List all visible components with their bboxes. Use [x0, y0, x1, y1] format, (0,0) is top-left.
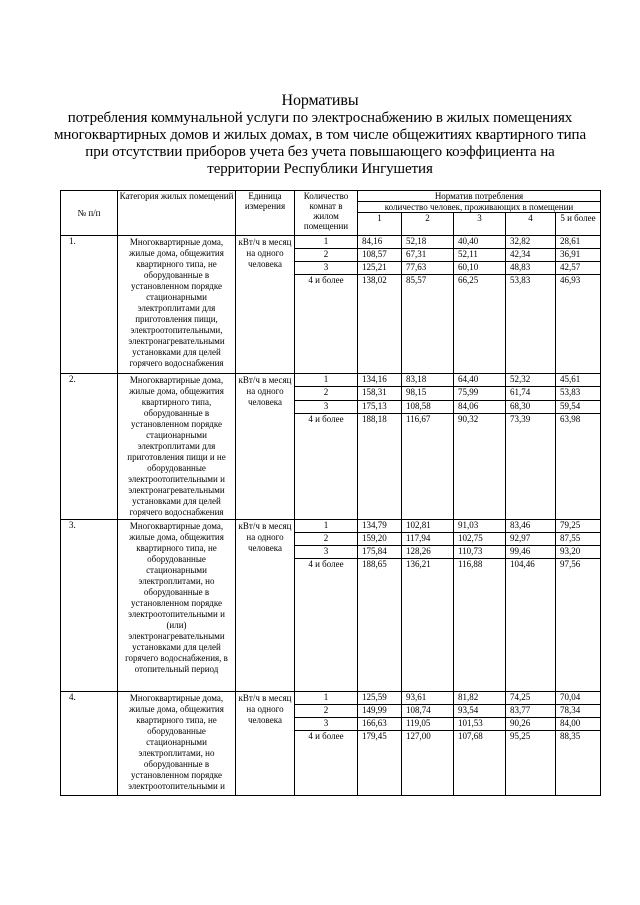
norm-value: 64,40 [454, 374, 506, 387]
norm-value: 66,25 [454, 275, 506, 374]
header-col-3: 3 [454, 213, 506, 236]
norm-value: 83,77 [506, 705, 556, 718]
section-unit: кВт/ч в месяц на одного человека [236, 236, 295, 374]
norm-value: 175,84 [358, 546, 402, 559]
section-category: Многоквартирные дома, жилые дома, общежития квартирного типа, не оборудованные стационарными электроплитами, но оборудованные в установленном порядке электроотопительными и (или) электронагревательными установками для целей горячего водоснабжения, в отопительный период [118, 520, 236, 692]
section-number: 1. [61, 236, 118, 374]
norm-value: 46,93 [556, 275, 601, 374]
norm-value: 110,73 [454, 546, 506, 559]
rooms-count: 1 [295, 692, 358, 705]
header-col-4: 4 [506, 213, 556, 236]
header-rooms: Количество комнат в жилом помещении [295, 191, 358, 236]
rooms-count: 4 и более [295, 275, 358, 374]
header-col-5: 5 и более [556, 213, 601, 236]
norm-value: 108,58 [402, 400, 454, 413]
norm-value: 84,16 [358, 236, 402, 249]
norm-value: 83,46 [506, 520, 556, 533]
norm-value: 104,46 [506, 559, 556, 692]
norm-value: 81,82 [454, 692, 506, 705]
rooms-count: 2 [295, 249, 358, 262]
norm-value: 42,57 [556, 262, 601, 275]
section-unit: кВт/ч в месяц на одного человека [236, 692, 295, 796]
norm-value: 53,83 [556, 387, 601, 400]
rooms-count: 2 [295, 387, 358, 400]
norm-value: 128,26 [402, 546, 454, 559]
table-row [61, 374, 601, 387]
norm-value: 84,06 [454, 400, 506, 413]
header-category: Категория жилых помещений [118, 191, 236, 236]
header-num: № п/п [61, 191, 118, 236]
title-line: территории Республики Ингушетия [207, 161, 433, 177]
norm-value: 52,11 [454, 249, 506, 262]
rooms-count: 3 [295, 546, 358, 559]
norm-value: 52,32 [506, 374, 556, 387]
section-category: Многоквартирные дома, жилые дома, общежития квартирного типа, не оборудованные в установленном порядке стационарными электроплитами для приготовления пищи, электроотопительными, электронагревательными установками для целей горячего водоснабжения [118, 236, 236, 374]
norm-value: 77,63 [402, 262, 454, 275]
norm-value: 28,61 [556, 236, 601, 249]
rooms-count: 1 [295, 236, 358, 249]
norm-value: 36,91 [556, 249, 601, 262]
rooms-count: 3 [295, 718, 358, 731]
table-row [61, 692, 601, 705]
norm-value: 101,53 [454, 718, 506, 731]
norm-value: 45,61 [556, 374, 601, 387]
rooms-count: 2 [295, 705, 358, 718]
norm-value: 98,15 [402, 387, 454, 400]
norm-value: 93,54 [454, 705, 506, 718]
norm-value: 52,18 [402, 236, 454, 249]
norm-value: 91,03 [454, 520, 506, 533]
title-main: Нормативы [281, 92, 359, 109]
norm-value: 74,25 [506, 692, 556, 705]
rooms-count: 1 [295, 374, 358, 387]
rooms-count: 4 и более [295, 731, 358, 796]
norm-value: 102,75 [454, 533, 506, 546]
norm-value: 53,83 [506, 275, 556, 374]
norm-value: 119,05 [402, 718, 454, 731]
norms-table [60, 190, 601, 796]
norm-value: 188,18 [358, 414, 402, 520]
norm-value: 158,31 [358, 387, 402, 400]
document-title [40, 92, 600, 178]
section-unit: кВт/ч в месяц на одного человека [236, 520, 295, 692]
header-norm: Норматив потребления [358, 191, 601, 202]
norm-value: 166,63 [358, 718, 402, 731]
norm-value: 116,67 [402, 414, 454, 520]
norm-value: 42,34 [506, 249, 556, 262]
header-unit: Единица измерения [236, 191, 295, 236]
section-number: 3. [61, 520, 118, 692]
title-line: многоквартирных домов и жилых домах, в том числе общежитиях квартирного типа [53, 127, 587, 143]
title-line: потребления коммунальной услуги по электроснабжению в жилых помещениях [67, 110, 573, 126]
rooms-count: 4 и более [295, 559, 358, 692]
section-unit: кВт/ч в месяц на одного человека [236, 374, 295, 520]
rooms-count: 4 и более [295, 414, 358, 520]
norm-value: 102,81 [402, 520, 454, 533]
norm-value: 68,30 [506, 400, 556, 413]
norm-value: 48,83 [506, 262, 556, 275]
norm-value: 134,79 [358, 520, 402, 533]
header-people: количество человек, проживающих в помещении [358, 202, 601, 213]
section-category: Многоквартирные дома, жилые дома, общежития квартирного типа, оборудованные в установленном порядке стационарными электроплитами для приготовления пищи и не оборудованные электроотопительными и электронагревательными установками для целей горячего водоснабжения [118, 374, 236, 520]
norm-value: 61,74 [506, 387, 556, 400]
norm-value: 73,39 [506, 414, 556, 520]
norm-value: 78,34 [556, 705, 601, 718]
norm-value: 85,57 [402, 275, 454, 374]
rooms-count: 1 [295, 520, 358, 533]
section-category: Многоквартирные дома, жилые дома, общежития квартирного типа, не оборудованные стационарными электроплитами, но оборудованные в установленном порядке электроотопительными и [118, 692, 236, 796]
header-col-2: 2 [402, 213, 454, 236]
norm-value: 70,04 [556, 692, 601, 705]
norm-value: 67,31 [402, 249, 454, 262]
norm-value: 179,45 [358, 731, 402, 796]
section-number: 2. [61, 374, 118, 520]
norm-value: 108,57 [358, 249, 402, 262]
norm-value: 188,65 [358, 559, 402, 692]
norm-value: 88,35 [556, 731, 601, 796]
norm-value: 99,46 [506, 546, 556, 559]
norm-value: 90,26 [506, 718, 556, 731]
norm-value: 93,20 [556, 546, 601, 559]
norm-value: 92,97 [506, 533, 556, 546]
rooms-count: 3 [295, 262, 358, 275]
norm-value: 63,98 [556, 414, 601, 520]
norm-value: 32,82 [506, 236, 556, 249]
header-col-1: 1 [358, 213, 402, 236]
norm-value: 79,25 [556, 520, 601, 533]
norm-value: 90,32 [454, 414, 506, 520]
rooms-count: 3 [295, 400, 358, 413]
norm-value: 159,20 [358, 533, 402, 546]
norm-value: 59,54 [556, 400, 601, 413]
norm-value: 60,10 [454, 262, 506, 275]
norm-value: 40,40 [454, 236, 506, 249]
norm-value: 138,02 [358, 275, 402, 374]
table-row [61, 236, 601, 249]
norm-value: 116,88 [454, 559, 506, 692]
norm-value: 117,94 [402, 533, 454, 546]
rooms-count: 2 [295, 533, 358, 546]
norm-value: 93,61 [402, 692, 454, 705]
norm-value: 84,00 [556, 718, 601, 731]
title-line: при отсутствии приборов учета без учета повышающего коэффициента на [85, 144, 555, 160]
norm-value: 136,21 [402, 559, 454, 692]
norm-value: 175,13 [358, 400, 402, 413]
norm-value: 95,25 [506, 731, 556, 796]
norm-value: 127,00 [402, 731, 454, 796]
norm-value: 97,56 [556, 559, 601, 692]
table-row [61, 520, 601, 533]
norm-value: 125,21 [358, 262, 402, 275]
norm-value: 75,99 [454, 387, 506, 400]
norm-value: 83,18 [402, 374, 454, 387]
norm-value: 125,59 [358, 692, 402, 705]
section-number: 4. [61, 692, 118, 796]
norm-value: 108,74 [402, 705, 454, 718]
norm-value: 107,68 [454, 731, 506, 796]
norm-value: 87,55 [556, 533, 601, 546]
norm-value: 134,16 [358, 374, 402, 387]
norm-value: 149,99 [358, 705, 402, 718]
